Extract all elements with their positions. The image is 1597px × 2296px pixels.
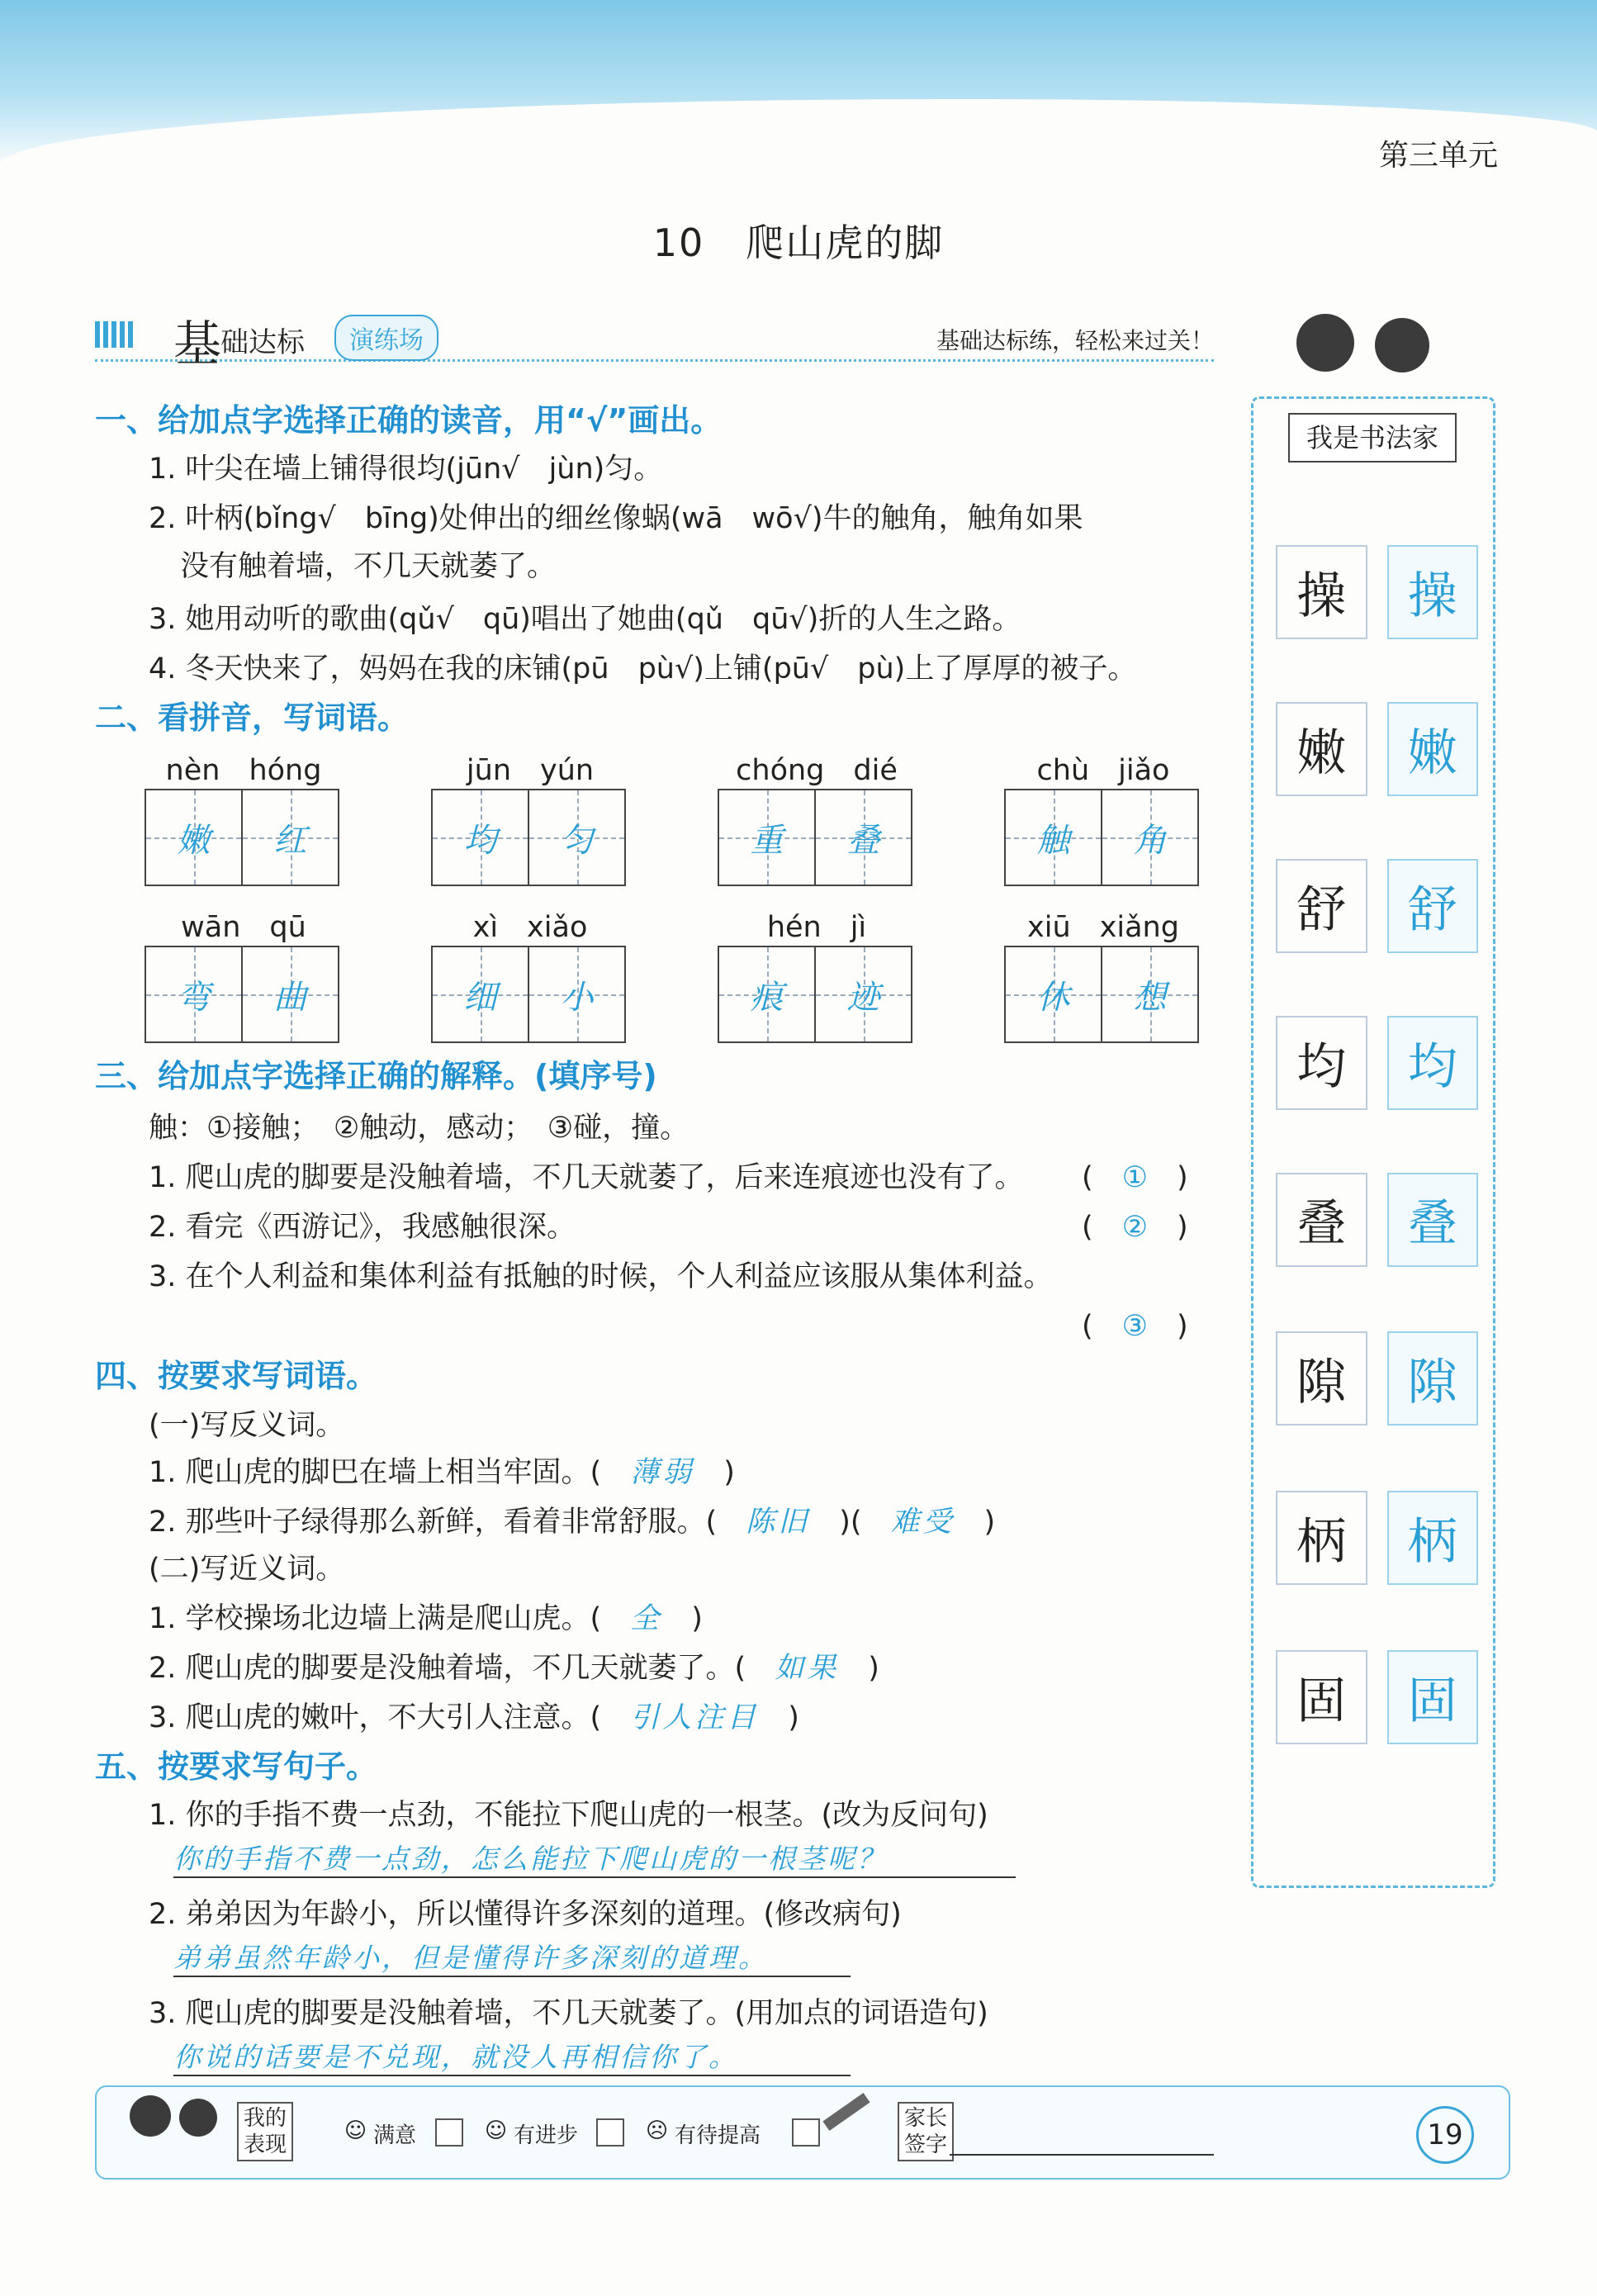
self-evaluation-label bbox=[237, 2102, 293, 2161]
calligraphy-row bbox=[1276, 545, 1478, 638]
model-char: 舒 bbox=[1276, 859, 1367, 953]
calligraphy-title: 我是书法家 bbox=[1288, 413, 1457, 463]
self-evaluation-label-line1: 我的 bbox=[244, 2106, 287, 2131]
practice-char: 固 bbox=[1387, 1650, 1479, 1744]
q4-b1: 1. 学校操场北边墙上满是爬山虎。( 全 ) bbox=[149, 1602, 703, 1635]
q2-grid bbox=[431, 789, 626, 886]
q1-item-4: 4. 冬天快来了，妈妈在我的床铺(pū pù√)上铺(pū√ pù)上了厚厚的被子。 bbox=[149, 652, 1137, 685]
section-bar-note: 基础达标练，轻松来过关！ bbox=[936, 327, 1214, 354]
model-char: 操 bbox=[1276, 545, 1367, 639]
neutral-face-icon: ☺ bbox=[485, 2118, 508, 2143]
q2-answer: 休 bbox=[1036, 978, 1070, 1017]
signal-bars-icon bbox=[95, 321, 136, 348]
q3-item-3: 3. 在个人利益和集体利益有抵触的时候，个人利益应该服从集体利益。 bbox=[149, 1260, 1053, 1293]
calligraphy-row bbox=[1276, 859, 1478, 951]
q2-pinyin: xiū xiǎng bbox=[1027, 911, 1179, 944]
q2-pinyin: jūn yún bbox=[466, 754, 595, 787]
q2-answer: 嫩 bbox=[177, 821, 211, 860]
model-char: 叠 bbox=[1276, 1173, 1367, 1267]
q2-answer: 想 bbox=[1133, 978, 1167, 1017]
calligraphy-row bbox=[1276, 1650, 1478, 1743]
q3-heading: 三、给加点字选择正确的解释。(填序号) bbox=[95, 1058, 657, 1094]
practice-char: 嫩 bbox=[1387, 702, 1479, 796]
q5-heading: 五、按要求写句子。 bbox=[95, 1748, 378, 1785]
lesson-name: 爬山虎的脚 bbox=[746, 221, 945, 265]
q2-answer: 细 bbox=[463, 978, 497, 1017]
q4-a2: 2. 那些叶子绿得那么新鲜，看着非常舒服。( 陈旧 )( 难受 ) bbox=[149, 1506, 996, 1539]
model-char: 柄 bbox=[1276, 1491, 1367, 1585]
boy-figure bbox=[130, 2095, 171, 2137]
q2-grid bbox=[1004, 789, 1199, 886]
q2-grid bbox=[145, 789, 339, 886]
practice-char: 均 bbox=[1387, 1016, 1479, 1110]
q3-item-1: 1. 爬山虎的脚要是没触着墙，不几天就萎了，后来连痕迹也没有了。 bbox=[149, 1161, 1024, 1194]
q2-answer: 均 bbox=[463, 821, 497, 860]
practice-char: 柄 bbox=[1387, 1491, 1479, 1585]
q3-answer-1: ( ① ) bbox=[1082, 1161, 1188, 1194]
q5-s1-answer: 你的手指不费一点劲，怎么能拉下爬山虎的一根茎呢？ bbox=[173, 1838, 1016, 1878]
header-banner bbox=[0, 0, 1597, 173]
q2-grid bbox=[145, 946, 339, 1043]
smile-face-icon: ☺ bbox=[344, 2118, 367, 2143]
q2-answer: 曲 bbox=[273, 978, 307, 1017]
q2-heading: 二、看拼音，写词语。 bbox=[95, 700, 410, 736]
banner-wave bbox=[0, 99, 1597, 198]
section-bar-title: 础达标 bbox=[220, 326, 305, 359]
model-char: 均 bbox=[1276, 1016, 1367, 1110]
option-improved: 有进步 bbox=[514, 2123, 579, 2148]
q4-b1-answer: 全 bbox=[630, 1602, 663, 1635]
girl-figure bbox=[179, 2099, 217, 2137]
q2-answer: 触 bbox=[1036, 821, 1070, 860]
worried-face-icon: ☹ bbox=[646, 2118, 669, 2143]
q3-answer-2: ( ② ) bbox=[1082, 1211, 1188, 1244]
q5-s3: 3. 爬山虎的脚要是没触着墙，不几天就萎了。(用加点的词语造句) bbox=[149, 1997, 988, 2030]
q5-s2-answer: 弟弟虽然年龄小，但是懂得许多深刻的道理。 bbox=[173, 1937, 851, 1977]
q3-item-2: 2. 看完《西游记》，我感触很深。 bbox=[149, 1211, 576, 1244]
q1-item-2-cont: 没有触着墙，不几天就萎了。 bbox=[180, 550, 557, 583]
needs-improvement-checkbox[interactable] bbox=[792, 2118, 820, 2147]
q5-s2: 2. 弟弟因为年龄小，所以懂得许多深刻的道理。(修改病句) bbox=[149, 1898, 902, 1931]
calligraphy-row bbox=[1276, 1016, 1478, 1108]
calligraphy-row bbox=[1276, 1491, 1478, 1583]
q4-a1: 1. 爬山虎的脚巴在墙上相当牢固。( 薄弱 ) bbox=[149, 1456, 735, 1489]
q5-s1: 1. 你的手指不费一点劲，不能拉下爬山虎的一根茎。(改为反问句) bbox=[149, 1799, 988, 1832]
q2-answer: 弯 bbox=[177, 978, 211, 1017]
q3-answer-value: ③ bbox=[1121, 1310, 1149, 1343]
practice-char: 舒 bbox=[1387, 859, 1479, 953]
practice-char: 隙 bbox=[1387, 1331, 1479, 1426]
q5-s3-answer: 你说的话要是不兑现，就没人再相信你了。 bbox=[173, 2036, 851, 2076]
section-bar bbox=[95, 310, 1214, 372]
calligraphy-row bbox=[1276, 1173, 1478, 1265]
q2-pinyin: wān qū bbox=[181, 911, 306, 944]
q2-answer: 叠 bbox=[846, 821, 880, 860]
q2-grid bbox=[718, 946, 912, 1043]
q4-a2-text: 2. 那些叶子绿得那么新鲜，看着非常舒服。( bbox=[149, 1506, 718, 1539]
q2-pinyin: nèn hóng bbox=[165, 754, 322, 787]
girl-figure bbox=[1375, 318, 1429, 372]
q2-grid bbox=[431, 946, 626, 1043]
q4-b2-answer: 如果 bbox=[775, 1652, 840, 1685]
q4-b3: 3. 爬山虎的嫩叶，不大引人注意。( 引人注目 ) bbox=[149, 1701, 799, 1734]
q2-answer: 痕 bbox=[750, 978, 784, 1017]
q2-answer: 重 bbox=[750, 821, 784, 860]
q2-answer: 小 bbox=[560, 978, 594, 1017]
q4-heading: 四、按要求写词语。 bbox=[95, 1358, 378, 1394]
calligraphy-row bbox=[1276, 702, 1478, 795]
self-evaluation-label-line2: 表现 bbox=[244, 2132, 287, 2157]
footer-bar bbox=[95, 2085, 1510, 2180]
section-bar-tag: 演练场 bbox=[334, 315, 438, 361]
q4-b2: 2. 爬山虎的脚要是没触着墙，不几天就萎了。( 如果 ) bbox=[149, 1652, 879, 1685]
parent-sign-label-line1: 家长 bbox=[904, 2106, 948, 2131]
q3-answer-value: ② bbox=[1121, 1211, 1149, 1244]
q2-grid bbox=[718, 789, 912, 886]
q3-answer-3: ( ③ ) bbox=[1082, 1310, 1188, 1343]
boy-figure bbox=[1296, 314, 1354, 372]
model-char: 嫩 bbox=[1276, 702, 1367, 796]
q1-item-1: 1. 叶尖在墙上铺得很均(jūn√ jùn)匀。 bbox=[149, 453, 663, 486]
q4-sub2: (二)写近义词。 bbox=[149, 1553, 345, 1586]
q2-pinyin: hén jì bbox=[766, 911, 867, 944]
q2-pinyin: chóng dié bbox=[736, 754, 898, 787]
q4-b2-text: 2. 爬山虎的脚要是没触着墙，不几天就萎了。( bbox=[149, 1652, 746, 1685]
practice-char: 操 bbox=[1387, 545, 1479, 639]
q1-item-3: 3. 她用动听的歌曲(qǔ√ qū)唱出了她曲(qǔ qū√)折的人生之路。 bbox=[149, 603, 1021, 636]
q4-b3-answer: 引人注目 bbox=[630, 1701, 760, 1734]
q1-heading: 一、给加点字选择正确的读音，用“√”画出。 bbox=[95, 402, 723, 439]
page-number: 19 bbox=[1416, 2106, 1474, 2164]
section-bar-initial: 基 bbox=[173, 315, 222, 372]
q4-b1-text: 1. 学校操场北边墙上满是爬山虎。( bbox=[149, 1602, 602, 1635]
q4-sub1: (一)写反义词。 bbox=[149, 1409, 345, 1442]
q3-answer-value: ① bbox=[1121, 1161, 1149, 1194]
q2-grid bbox=[1004, 946, 1199, 1043]
model-char: 隙 bbox=[1276, 1331, 1367, 1426]
unit-label: 第三单元 bbox=[1378, 139, 1498, 173]
parent-signature-line[interactable] bbox=[950, 2154, 1214, 2156]
q1-item-2: 2. 叶柄(bǐng√ bīng)处伸出的细丝像蜗(wā wō√)牛的触角，触角如果 bbox=[149, 502, 1083, 535]
parent-sign-label bbox=[898, 2102, 954, 2161]
practice-char: 叠 bbox=[1387, 1173, 1479, 1267]
q4-a1-answer: 薄弱 bbox=[630, 1456, 695, 1489]
q2-pinyin: xì xiǎo bbox=[472, 911, 588, 944]
option-satisfied: 满意 bbox=[373, 2123, 417, 2148]
q4-a2-answer-1: 陈旧 bbox=[746, 1506, 811, 1539]
q2-pinyin: chù jiǎo bbox=[1036, 754, 1170, 787]
q4-a2-answer-2: 难受 bbox=[890, 1506, 955, 1539]
option-needs-improvement: 有待提高 bbox=[675, 2123, 761, 2148]
q3-definitions: 触：①接触； ②触动，感动； ③碰，撞。 bbox=[149, 1112, 690, 1145]
q2-answer: 红 bbox=[273, 821, 307, 860]
q2-answer: 匀 bbox=[560, 821, 594, 860]
model-char: 固 bbox=[1276, 1650, 1367, 1744]
q2-answer: 迹 bbox=[846, 978, 880, 1017]
parent-sign-label-line2: 签字 bbox=[904, 2132, 948, 2157]
calligraphy-row bbox=[1276, 1331, 1478, 1424]
satisfied-checkbox[interactable] bbox=[435, 2118, 463, 2147]
improved-checkbox[interactable] bbox=[596, 2118, 624, 2147]
lesson-number: 10 bbox=[652, 221, 705, 265]
q4-b3-text: 3. 爬山虎的嫩叶，不大引人注意。( bbox=[149, 1701, 602, 1734]
q2-answer: 角 bbox=[1133, 821, 1167, 860]
lesson-title bbox=[0, 213, 1597, 268]
q4-a1-text: 1. 爬山虎的脚巴在墙上相当牢固。( bbox=[149, 1456, 602, 1489]
